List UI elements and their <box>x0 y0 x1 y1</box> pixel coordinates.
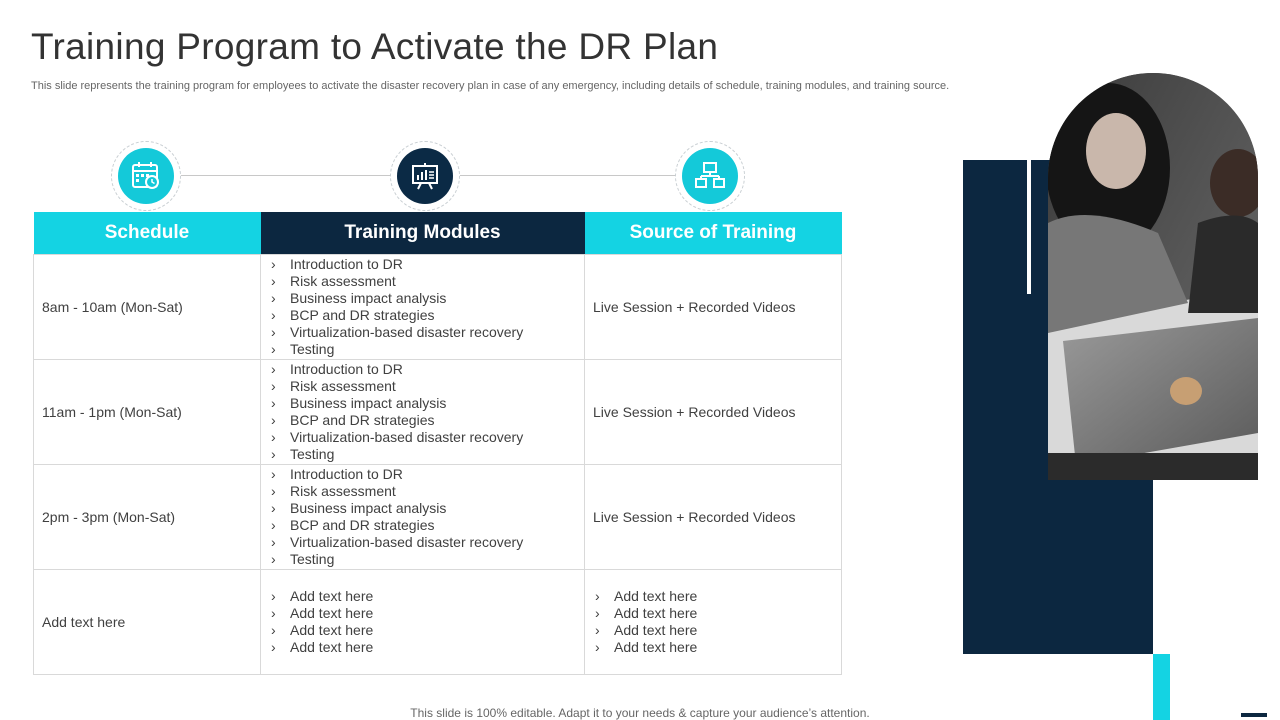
decorative-white-bar <box>1027 160 1031 294</box>
footer-note: This slide is 100% editable. Adapt it to your needs & capture your audience’s attention. <box>410 706 870 720</box>
header-schedule: Schedule <box>34 212 261 255</box>
module-item: › Introduction to DR <box>271 256 576 273</box>
schedule-cell: Add text here <box>34 570 261 675</box>
source-cell: Live Session + Recorded Videos <box>585 360 842 465</box>
source-icon-badge <box>675 141 745 211</box>
module-item: › BCP and DR strategies <box>271 307 576 324</box>
modules-cell <box>261 255 585 360</box>
module-item: › Business impact analysis <box>271 395 576 412</box>
page-title: Training Program to Activate the DR Plan <box>31 26 719 67</box>
schedule-cell: 2pm - 3pm (Mon-Sat) <box>34 465 261 570</box>
people-with-laptop-photo <box>1048 73 1258 480</box>
module-item: › Virtualization-based disaster recovery <box>271 429 576 446</box>
source-item: › Add text here <box>595 605 833 622</box>
header-training-modules: Training Modules <box>261 212 585 255</box>
module-item: › Virtualization-based disaster recovery <box>271 324 576 341</box>
source-item: › Add text here <box>595 639 833 656</box>
computer-network-icon <box>695 161 725 191</box>
source-item: › Add text here <box>595 622 833 639</box>
modules-icon-badge <box>390 141 460 211</box>
page-subtitle: This slide represents the training program for employees to activate the disaster recovery plan in case of any emergency, including details of schedule, training modules, and training source. <box>31 80 950 92</box>
schedule-icon-badge <box>111 141 181 211</box>
table-row <box>34 465 842 570</box>
module-item: › Add text here <box>271 622 576 639</box>
module-item: › Risk assessment <box>271 273 576 290</box>
modules-cell <box>261 360 585 465</box>
table-row <box>34 255 842 360</box>
module-item: › Introduction to DR <box>271 466 576 483</box>
module-item: › Add text here <box>271 605 576 622</box>
source-item: › Add text here <box>595 588 833 605</box>
module-item: › Testing <box>271 551 576 568</box>
module-item: › Risk assessment <box>271 483 576 500</box>
source-cell <box>585 570 842 675</box>
module-item: › Testing <box>271 341 576 358</box>
source-cell: Live Session + Recorded Videos <box>585 255 842 360</box>
module-item: › Business impact analysis <box>271 500 576 517</box>
module-item: › Business impact analysis <box>271 290 576 307</box>
module-item: › Risk assessment <box>271 378 576 395</box>
module-item: › Introduction to DR <box>271 361 576 378</box>
schedule-cell: 11am - 1pm (Mon-Sat) <box>34 360 261 465</box>
module-item: › Add text here <box>271 639 576 656</box>
source-cell: Live Session + Recorded Videos <box>585 465 842 570</box>
schedule-cell: 8am - 10am (Mon-Sat) <box>34 255 261 360</box>
header-source-of-training: Source of Training <box>585 212 842 255</box>
module-item: › BCP and DR strategies <box>271 412 576 429</box>
table-row <box>34 570 842 675</box>
module-item: › Testing <box>271 446 576 463</box>
presentation-board-icon <box>410 161 440 191</box>
modules-cell <box>261 465 585 570</box>
module-item: › BCP and DR strategies <box>271 517 576 534</box>
table-row <box>34 360 842 465</box>
module-item: › Virtualization-based disaster recovery <box>271 534 576 551</box>
training-program-table <box>33 212 842 675</box>
calendar-clock-icon <box>131 161 161 191</box>
module-item: › Add text here <box>271 588 576 605</box>
modules-cell <box>261 570 585 675</box>
